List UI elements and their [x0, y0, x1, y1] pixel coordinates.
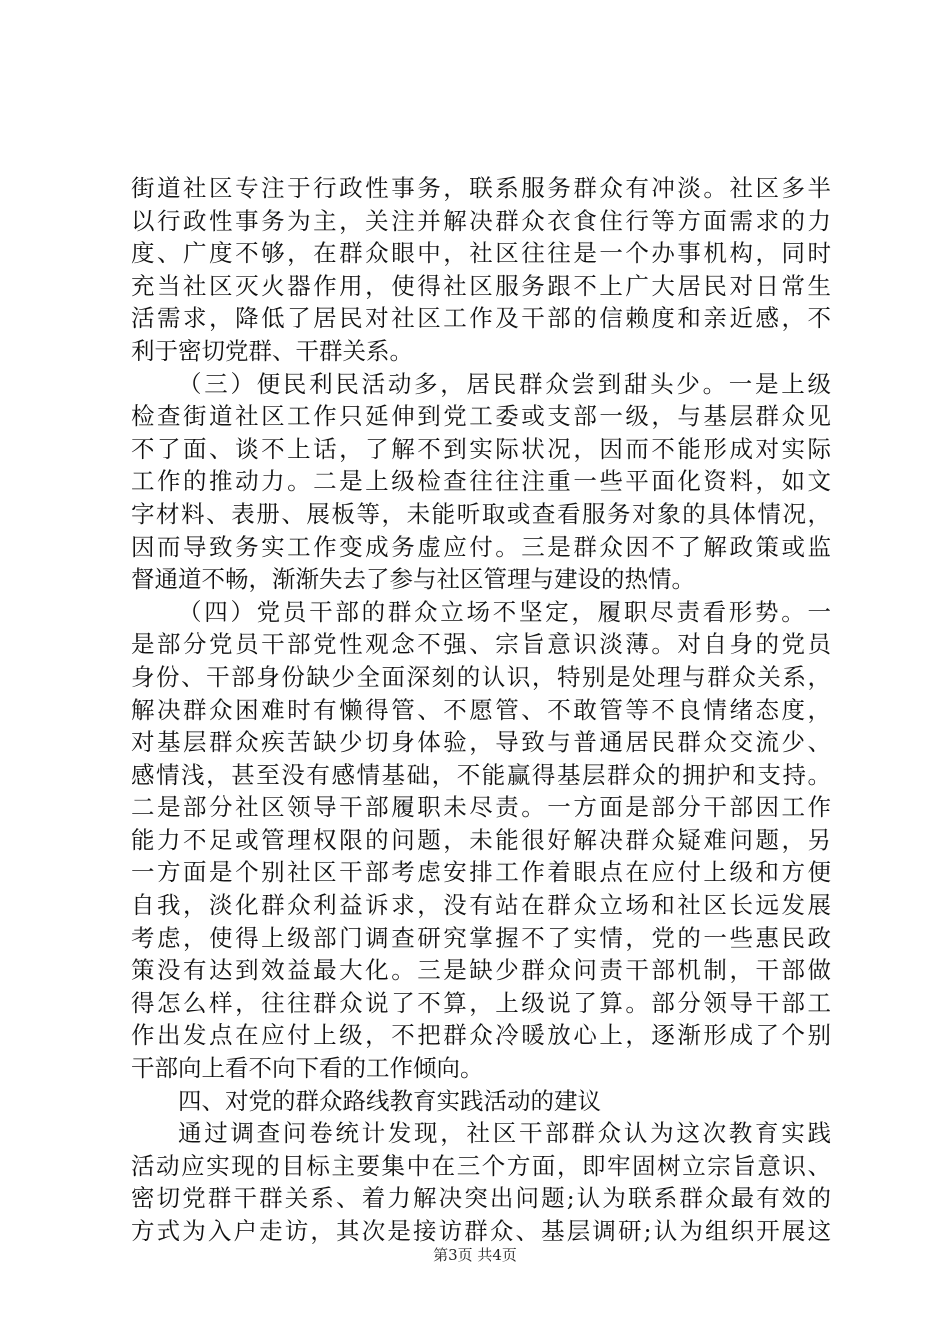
text-line: 解决群众困难时有懒得管、不愿管、不敢管等不良情绪态度， — [131, 695, 831, 724]
text-line: 四、对党的群众路线教育实践活动的建议 — [178, 1086, 601, 1115]
text-line: 得怎么样，往往群众说了不算，上级说了算。部分领导干部工 — [131, 988, 831, 1017]
text-line: 工作的推动力。二是上级检查往往注重一些平面化资料，如文 — [131, 467, 831, 496]
text-line: 对基层群众疾苦缺少切身体验，导致与普通居民群众交流少、 — [131, 728, 831, 757]
text-line: 不了面、谈不上话，了解不到实际状况，因而不能形成对实际 — [131, 434, 831, 463]
text-line: 检查街道社区工作只延伸到党工委或支部一级，与基层群众见 — [131, 402, 831, 431]
text-line: 二是部分社区领导干部履职未尽责。一方面是部分干部因工作 — [131, 793, 831, 822]
text-line: 因而导致务实工作变成务虚应付。三是群众因不了解政策或监 — [131, 532, 831, 561]
text-line: 以行政性事务为主，关注并解决群众衣食住行等方面需求的力 — [131, 206, 831, 235]
text-line: 通过调查问卷统计发现，社区干部群众认为这次教育实践 — [178, 1119, 831, 1148]
text-line: 干部向上看不向下看的工作倾向。 — [131, 1054, 484, 1083]
text-line: （三）便民利民活动多，居民群众尝到甜头少。一是上级 — [178, 369, 831, 398]
text-line: 充当社区灭火器作用，使得社区服务跟不上广大居民对日常生 — [131, 271, 831, 300]
text-line: （四）党员干部的群众立场不坚定，履职尽责看形势。一 — [178, 597, 831, 626]
text-line: 作出发点在应付上级，不把群众冷暖放心上，逐渐形成了个别 — [131, 1021, 831, 1050]
text-line: 一方面是个别社区干部考虑安排工作着眼点在应付上级和方便 — [131, 858, 831, 887]
text-line: 感情浅，甚至没有感情基础，不能赢得基层群众的拥护和支持。 — [131, 760, 831, 789]
text-line: 身份、干部身份缺少全面深刻的认识，特别是处理与群众关系， — [131, 662, 831, 691]
text-line: 度、广度不够，在群众眼中，社区往往是一个办事机构，同时 — [131, 239, 831, 268]
text-line: 密切党群干群关系、着力解决突出问题;认为联系群众最有效的 — [131, 1184, 831, 1213]
page-footer: 第3页 共4页 — [433, 1246, 517, 1264]
text-line: 考虑，使得上级部门调查研究掌握不了实情，党的一些惠民政 — [131, 923, 831, 952]
text-line: 自我，淡化群众利益诉求，没有站在群众立场和社区长远发展 — [131, 891, 831, 920]
body-text — [131, 172, 831, 1248]
text-line: 利于密切党群、干群关系。 — [131, 336, 413, 365]
text-line: 街道社区专注于行政性事务，联系服务群众有冲淡。社区多半 — [131, 174, 831, 202]
text-line: 方式为入户走访，其次是接访群众、基层调研;认为组织开展这 — [131, 1217, 831, 1245]
text-line: 字材料、表册、展板等，未能听取或查看服务对象的具体情况， — [131, 499, 831, 528]
text-line: 是部分党员干部党性观念不强、宗旨意识淡薄。对自身的党员 — [131, 630, 831, 659]
text-line: 能力不足或管理权限的问题，未能很好解决群众疑难问题，另 — [131, 825, 831, 854]
text-line: 活需求，降低了居民对社区工作及干部的信赖度和亲近感，不 — [131, 304, 831, 333]
text-line: 督通道不畅，渐渐失去了参与社区管理与建设的热情。 — [131, 565, 695, 594]
text-line: 活动应实现的目标主要集中在三个方面，即牢固树立宗旨意识、 — [131, 1151, 831, 1180]
text-line: 策没有达到效益最大化。三是缺少群众问责干部机制，干部做 — [131, 956, 831, 985]
